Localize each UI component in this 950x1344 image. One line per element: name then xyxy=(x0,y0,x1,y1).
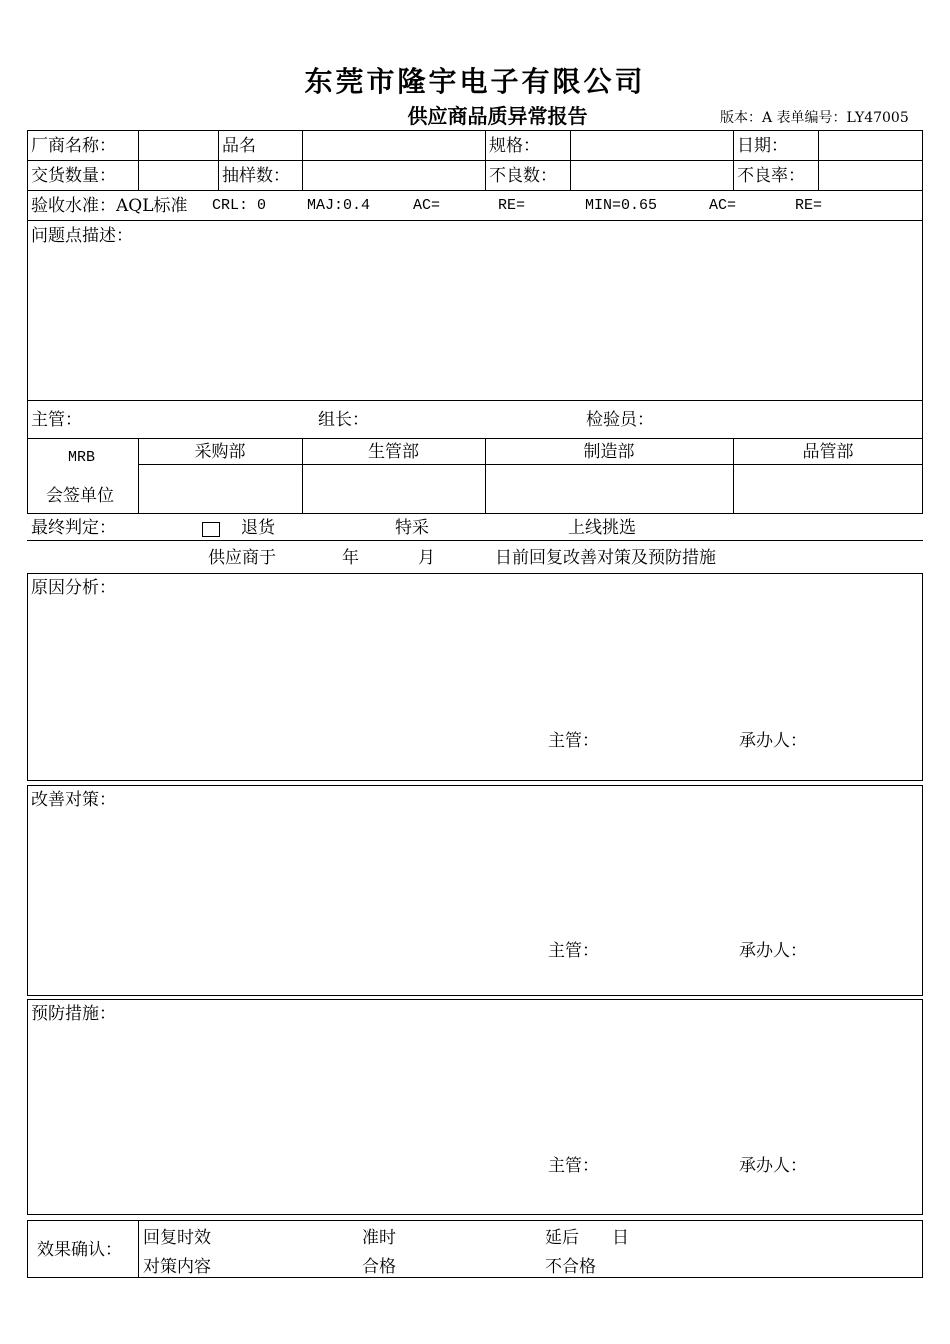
ac-label-1: AC= xyxy=(413,197,441,214)
sign-manufacturing-field[interactable] xyxy=(487,466,731,512)
cause-handler-label: 承办人： xyxy=(739,731,807,751)
improvement-label: 改善对策： xyxy=(31,790,116,810)
content-label: 对策内容 xyxy=(143,1257,211,1277)
col-divider xyxy=(733,130,734,190)
sign-purchasing-field[interactable] xyxy=(140,466,300,512)
col-divider xyxy=(570,130,571,190)
option-return: 退货 xyxy=(241,518,275,538)
defect-qty-label: 不良数： xyxy=(489,166,557,186)
dept-production-control: 生管部 xyxy=(368,442,419,462)
delivery-qty-field[interactable] xyxy=(140,162,216,189)
fail-option: 不合格 xyxy=(545,1257,596,1277)
crl-value: CRL: 0 xyxy=(212,197,267,214)
prevention-area[interactable] xyxy=(30,1026,920,1146)
prevention-handler-label: 承办人： xyxy=(739,1156,807,1176)
re-label-2: RE= xyxy=(795,197,823,214)
company-name: 东莞市隆宇电子有限公司 xyxy=(304,65,646,98)
col-divider xyxy=(302,130,303,190)
spec-field[interactable] xyxy=(572,132,731,159)
return-checkbox[interactable] xyxy=(202,522,220,537)
reply-year-text: 年 xyxy=(342,548,359,568)
delayed-option: 延后 xyxy=(545,1228,579,1248)
dept-manufacturing: 制造部 xyxy=(583,442,635,462)
problem-inspector-label: 检验员： xyxy=(586,410,654,430)
row-divider xyxy=(27,438,923,439)
date-field[interactable] xyxy=(820,132,921,159)
cause-supervisor-label: 主管： xyxy=(548,731,599,751)
product-name-field[interactable] xyxy=(304,132,483,159)
sign-quality-field[interactable] xyxy=(735,466,921,512)
maj-value: MAJ:0.4 xyxy=(307,197,371,214)
improvement-supervisor-label: 主管： xyxy=(548,941,599,961)
mrb-countersign-label: 会签单位 xyxy=(46,486,114,506)
reply-supplier-text: 供应商于 xyxy=(208,548,276,568)
defect-rate-label: 不良率： xyxy=(737,166,805,186)
row-divider xyxy=(27,160,923,161)
improvement-handler-label: 承办人： xyxy=(739,941,807,961)
delay-days-label: 日 xyxy=(612,1228,629,1248)
mrb-label: MRB xyxy=(68,449,96,466)
sample-qty-field[interactable] xyxy=(304,162,483,189)
sign-production-control-field[interactable] xyxy=(304,466,483,512)
problem-supervisor-label: 主管： xyxy=(31,410,82,430)
row-divider xyxy=(27,400,923,401)
col-divider xyxy=(218,130,219,190)
min-value: MIN=0.65 xyxy=(585,197,658,214)
col-divider xyxy=(138,130,139,190)
effect-confirmation-label: 效果确认： xyxy=(37,1240,122,1260)
spec-label: 规格： xyxy=(489,136,540,156)
report-title: 供应商品质异常报告 xyxy=(407,104,588,128)
vendor-name-label: 厂商名称： xyxy=(31,136,116,156)
prevention-supervisor-label: 主管： xyxy=(548,1156,599,1176)
row-divider xyxy=(27,190,923,191)
col-divider xyxy=(138,1220,139,1278)
row-divider xyxy=(138,464,923,465)
cause-analysis-label: 原因分析： xyxy=(31,578,116,598)
acceptance-label: 验收水准：AQL标准 xyxy=(31,196,188,216)
on-time-option: 准时 xyxy=(362,1228,396,1248)
reply-deadline-text: 日前回复改善对策及预防措施 xyxy=(495,548,716,568)
reply-month-text: 月 xyxy=(418,548,435,568)
date-label: 日期： xyxy=(737,136,788,156)
product-name-label: 品名 xyxy=(222,136,256,156)
problem-description-area[interactable] xyxy=(29,248,921,398)
vendor-name-field[interactable] xyxy=(140,132,216,159)
defect-rate-field[interactable] xyxy=(820,162,921,189)
improvement-area[interactable] xyxy=(30,812,920,932)
final-judgement-label: 最终判定： xyxy=(31,518,116,538)
dept-purchasing: 采购部 xyxy=(194,442,246,462)
sample-qty-label: 抽样数： xyxy=(222,166,290,186)
dept-quality: 品管部 xyxy=(802,442,854,462)
option-online-sorting: 上线挑选 xyxy=(568,518,636,538)
re-label-1: RE= xyxy=(498,197,526,214)
delivery-qty-label: 交货数量： xyxy=(31,166,116,186)
prevention-label: 预防措施： xyxy=(31,1004,116,1024)
pass-option: 合格 xyxy=(362,1257,396,1277)
problem-description-label: 问题点描述： xyxy=(31,226,133,246)
problem-leader-label: 组长： xyxy=(318,410,369,430)
col-divider xyxy=(818,130,819,190)
ac-label-2: AC= xyxy=(709,197,737,214)
cause-analysis-area[interactable] xyxy=(30,600,920,720)
col-divider xyxy=(485,130,486,190)
defect-qty-field[interactable] xyxy=(572,162,731,189)
judgement-underline xyxy=(27,540,923,541)
reply-time-label: 回复时效 xyxy=(143,1228,211,1248)
version-info: 版本：A 表单编号：LY47005 xyxy=(720,110,909,126)
row-divider xyxy=(27,220,923,221)
option-special-acceptance: 特采 xyxy=(395,518,429,538)
